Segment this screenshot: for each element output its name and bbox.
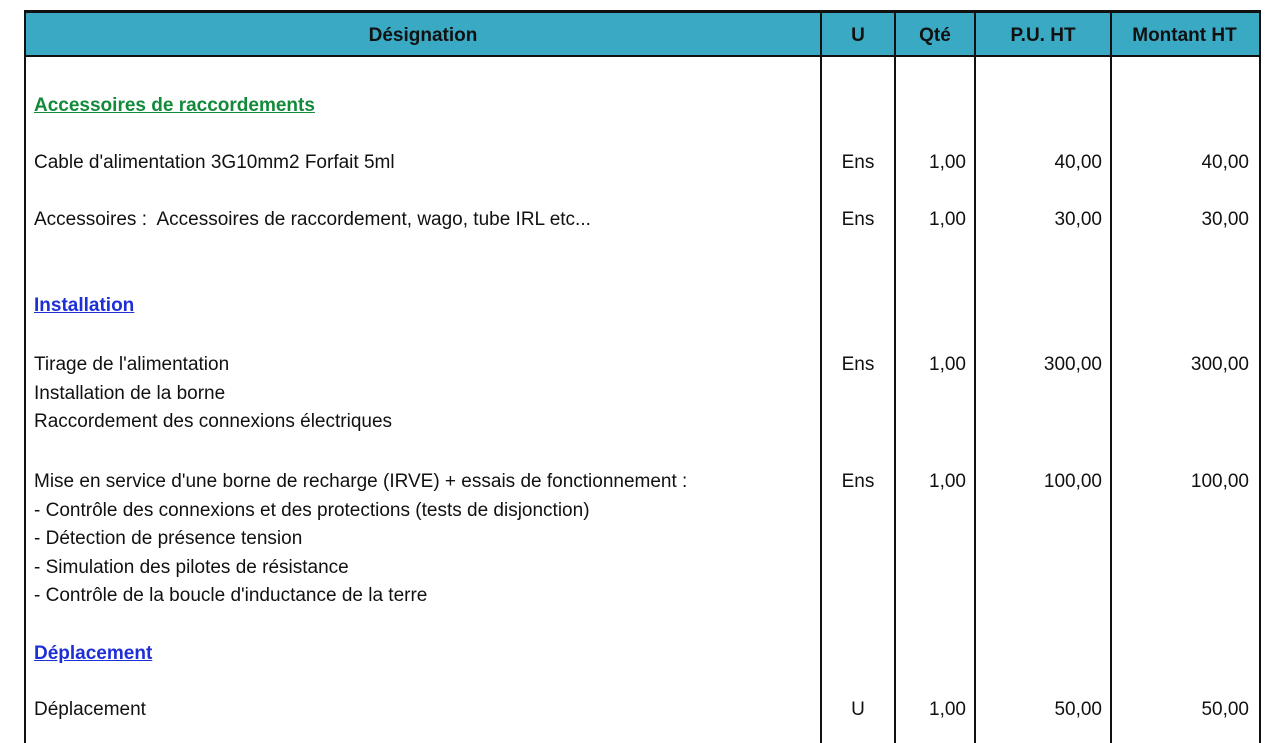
column-divider <box>894 13 896 743</box>
row-amount: 50,00 <box>1201 699 1249 720</box>
header-unit-price: P.U. HT <box>1010 25 1076 46</box>
row-designation: Cable d'alimentation 3G10mm2 Forfait 5ml <box>34 152 395 173</box>
row-amount: 100,00 <box>1190 471 1249 492</box>
row-designation: - Simulation des pilotes de résistance <box>34 557 349 578</box>
header-designation: Désignation <box>368 25 478 46</box>
row-designation: Mise en service d'une borne de recharge (IRVE) + essais de fonctionnement : <box>34 471 688 492</box>
column-divider <box>974 13 976 743</box>
row-qty: 1,00 <box>929 354 966 375</box>
header-unit: U <box>851 25 865 46</box>
row-amount: 30,00 <box>1201 209 1249 230</box>
row-unit: U <box>851 699 865 720</box>
column-divider <box>1110 13 1112 743</box>
row-designation: - Contrôle de la boucle d'inductance de la terre <box>34 585 428 606</box>
row-unit-price: 300,00 <box>1043 354 1102 375</box>
row-amount: 40,00 <box>1201 152 1249 173</box>
section-title-travel: Déplacement <box>34 643 153 664</box>
quote-table <box>24 10 1261 743</box>
row-designation: Installation de la borne <box>34 383 226 404</box>
row-designation: - Détection de présence tension <box>34 528 303 549</box>
row-designation: Raccordement des connexions électriques <box>34 411 393 432</box>
section-title-installation: Installation <box>34 295 135 316</box>
row-unit-price: 30,00 <box>1054 209 1102 230</box>
row-unit: Ens <box>841 354 875 375</box>
row-amount: 300,00 <box>1190 354 1249 375</box>
row-designation: Accessoires : Accessoires de raccordement, wago, tube IRL etc... <box>34 209 591 230</box>
row-qty: 1,00 <box>929 471 966 492</box>
row-designation: Déplacement <box>34 699 146 720</box>
row-designation: Tirage de l'alimentation <box>34 354 230 375</box>
table-header <box>26 13 1259 57</box>
row-unit: Ens <box>841 471 875 492</box>
row-unit-price: 50,00 <box>1054 699 1102 720</box>
row-unit-price: 100,00 <box>1043 471 1102 492</box>
section-title-accessories: Accessoires de raccordements <box>34 95 315 116</box>
row-qty: 1,00 <box>929 209 966 230</box>
row-unit: Ens <box>841 209 875 230</box>
header-amount: Montant HT <box>1132 25 1237 46</box>
row-unit: Ens <box>841 152 875 173</box>
row-qty: 1,00 <box>929 152 966 173</box>
column-divider <box>820 13 822 743</box>
row-qty: 1,00 <box>929 699 966 720</box>
header-qty: Qté <box>919 25 951 46</box>
row-unit-price: 40,00 <box>1054 152 1102 173</box>
row-designation: - Contrôle des connexions et des protections (tests de disjonction) <box>34 500 590 521</box>
